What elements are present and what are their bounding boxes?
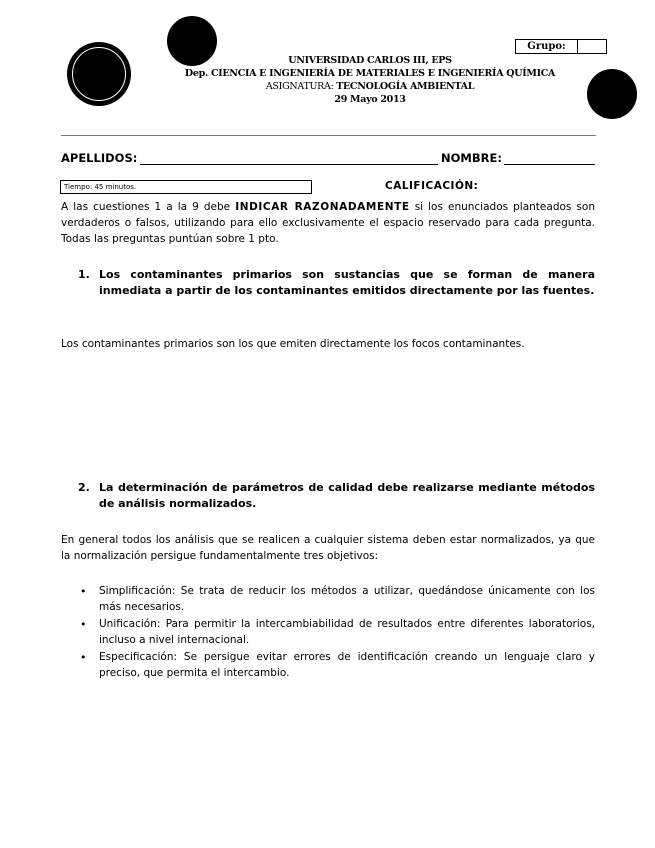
list-item: • Especificación: Se persigue evitar errores de identificación creando un lenguaje claro y preciso, que permita el intercambio. (80, 651, 595, 679)
question-number: 1. (78, 268, 90, 281)
list-item: • Simplificación: Se trata de reducir los métodos a utilizar, quedándose únicamente con los más necesarios. (80, 585, 595, 613)
exam-date: 29 Mayo 2013 (334, 94, 406, 105)
instructions (61, 199, 595, 247)
apellidos-field[interactable] (140, 164, 438, 165)
grupo-label: Grupo: (516, 40, 578, 53)
nombre-field[interactable] (504, 164, 595, 165)
university-logo (67, 42, 131, 106)
question-1 (78, 267, 595, 299)
question-text: Los contaminantes primarios son sustancias que se forman de manera inmediata a partir de los contaminantes emitidos directamente por las fuentes. (99, 268, 595, 297)
grupo-box (515, 39, 607, 54)
answer-1: Los contaminantes primarios son los que emiten directamente los focos contaminantes. (61, 338, 525, 350)
question-number: 2. (78, 481, 90, 494)
instructions-emphasis: INDICAR RAZONADAMENTE (235, 201, 410, 213)
university-name: UNIVERSIDAD CARLOS III, EPS (288, 55, 452, 66)
bullet-icon: • (80, 651, 87, 664)
question-2 (78, 480, 595, 512)
department-name: Dep. CIENCIA E INGENIERÍA DE MATERIALES E INGENIERÍA QUÍMICA (184, 68, 556, 79)
subject-name: TECNOLOGÍA AMBIENTAL (336, 81, 475, 92)
list-item: • Unificación: Para permitir la intercambiabilidad de resultados entre diferentes laboratorios, incluso a nivel internacional. (80, 618, 595, 646)
apellidos-label: APELLIDOS: (61, 151, 138, 165)
subject-line (150, 81, 590, 93)
bullet-icon: • (80, 585, 87, 598)
header-divider (61, 135, 596, 136)
subject-prefix: ASIGNATURA: (265, 81, 337, 92)
answer-2: En general todos los análisis que se realicen a cualquier sistema deben estar normalizados, ya que la normalización persigue fundamentalmente tres objetivos: (61, 534, 595, 562)
bullet-icon: • (80, 618, 87, 631)
nombre-label: NOMBRE: (441, 151, 502, 165)
instructions-part-1: A las cuestiones 1 a la 9 debe (61, 201, 236, 213)
grupo-field[interactable] (578, 40, 606, 53)
question-text: La determinación de parámetros de calidad debe realizarse mediante métodos de análisis normalizados. (99, 481, 595, 510)
black-circle-mark-right (587, 69, 637, 119)
time-box: Tiempo: 45 minutos. (60, 180, 312, 194)
instructions-part-2: si los enunciados planteados son verdaderos o falsos, utilizando para ello exclusivamente el espacio reservado para cada pregunta. Todas las preguntas puntúan sobre 1 pto. (61, 201, 595, 245)
calificacion-label: CALIFICACIÓN: (385, 180, 479, 192)
